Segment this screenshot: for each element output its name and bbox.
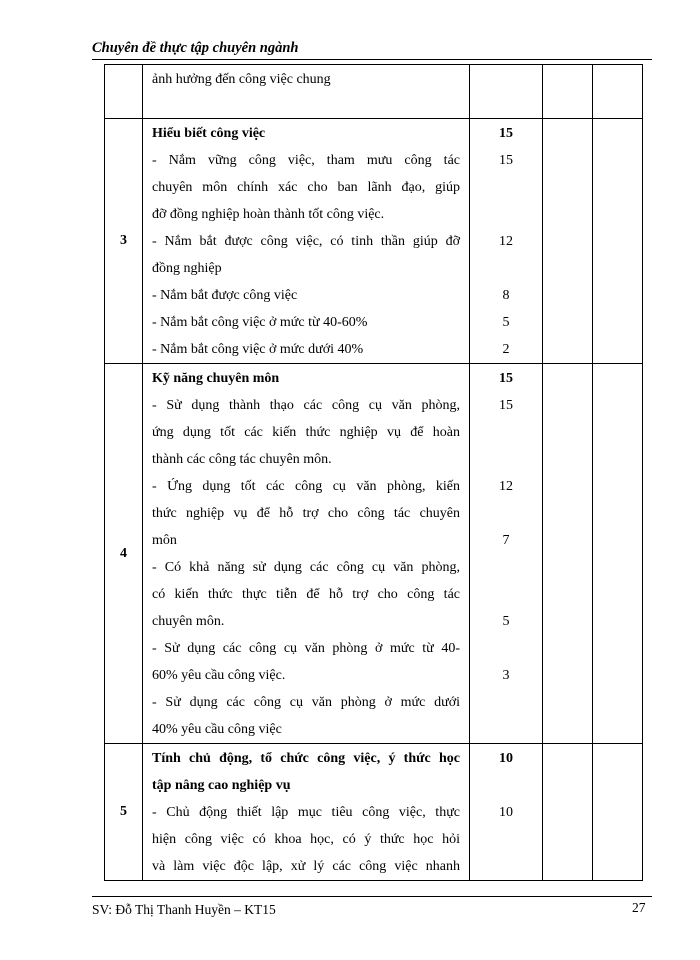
- criteria-text-line: - Có khả năng sử dụng các công cụ văn phòng,: [152, 560, 460, 575]
- manager-assessment-cell: [593, 119, 643, 364]
- score-value: [479, 500, 533, 527]
- criteria-text-line: - Sử dụng thành thạo các công cụ văn phòng,: [152, 398, 460, 413]
- criteria-row: [105, 744, 643, 881]
- criteria-text-line: ứng dụng tốt các kiến thức nghiệp vụ để hoàn: [152, 425, 460, 440]
- score-value: 10: [499, 751, 513, 766]
- score-value: 5: [502, 614, 510, 629]
- score-value: [479, 554, 533, 581]
- criteria-description: [143, 364, 470, 744]
- criteria-row: [105, 119, 643, 364]
- score-value: [479, 716, 533, 743]
- criteria-text-line: - Nắm bắt công việc ở mức từ 40-60%: [152, 315, 368, 330]
- criteria-number: [105, 65, 143, 119]
- self-assessment-cell: [543, 119, 593, 364]
- criteria-number: 5: [105, 744, 143, 881]
- score-value: [479, 66, 533, 93]
- criteria-row: [105, 364, 643, 744]
- criteria-text-line: hiện công việc có khoa học, có ý thức học hỏi: [152, 832, 460, 847]
- score-value: 3: [502, 668, 510, 683]
- page-number: 27: [632, 900, 646, 915]
- score-value: 15: [499, 398, 513, 413]
- max-score-cell: [470, 119, 543, 364]
- self-assessment-cell: [543, 65, 593, 119]
- manager-assessment-cell: [593, 65, 643, 119]
- criteria-text-line: thành các công tác chuyên môn.: [152, 452, 332, 467]
- score-value: [479, 826, 533, 853]
- criteria-text-line: Hiểu biết công việc: [152, 126, 266, 141]
- running-header-title: Chuyên đề thực tập chuyên ngành: [92, 40, 299, 56]
- criteria-description: [143, 65, 470, 119]
- score-value: [479, 853, 533, 880]
- score-value: 12: [499, 479, 513, 494]
- criteria-text-line: chuyên môn.: [152, 614, 225, 629]
- criteria-text-line: môn: [152, 533, 177, 548]
- footer-rule: [92, 896, 652, 897]
- score-value: 5: [502, 315, 510, 330]
- criteria-text-line: - Nắm bắt công việc ở mức dưới 40%: [152, 342, 364, 357]
- score-value: 10: [499, 805, 513, 820]
- criteria-text-line: đỡ đồng nghiệp hoàn thành tốt công việc.: [152, 207, 385, 222]
- criteria-row: [105, 65, 643, 119]
- criteria-text-line: - Ứng dụng tốt các công cụ văn phòng, kiến: [152, 479, 460, 494]
- criteria-text-line: - Sử dụng các công cụ văn phòng ở mức dưới: [152, 695, 460, 710]
- criteria-text-line: thức nghiệp vụ để hỗ trợ cho công tác chuyên: [152, 506, 460, 521]
- criteria-text-line: - Nắm vững công việc, tham mưu công tác: [152, 153, 460, 168]
- criteria-text-line: tập nâng cao nghiệp vụ: [152, 778, 291, 793]
- score-value: 15: [499, 153, 513, 168]
- criteria-text-line: - Nắm bắt được công việc: [152, 288, 298, 303]
- header-rule: [92, 59, 652, 60]
- criteria-text-line: 40% yêu cầu công việc: [152, 722, 282, 737]
- criteria-text-line: - Chủ động thiết lập mục tiêu công việc, thực: [152, 805, 460, 820]
- criteria-text-line: đồng nghiệp: [152, 261, 222, 276]
- score-value: 2: [502, 342, 510, 357]
- criteria-text-line: - Nắm bắt được công việc, có tinh thần giúp đỡ: [152, 234, 460, 249]
- criteria-text-line: Kỹ năng chuyên môn: [152, 371, 280, 386]
- self-assessment-cell: [543, 744, 593, 881]
- criteria-number: 3: [105, 119, 143, 364]
- score-value: [479, 581, 533, 608]
- score-value: [479, 201, 533, 228]
- score-value: 8: [502, 288, 510, 303]
- criteria-number: 4: [105, 364, 143, 744]
- max-score-cell: [470, 364, 543, 744]
- footer-student-name: SV: Đỗ Thị Thanh Huyền – KT15: [92, 902, 276, 917]
- score-value: [479, 255, 533, 282]
- criteria-text-line: - Sử dụng các công cụ văn phòng ở mức từ 40-: [152, 641, 460, 656]
- score-value: [479, 635, 533, 662]
- score-value: [479, 419, 533, 446]
- score-value: [479, 689, 533, 716]
- criteria-description: [143, 119, 470, 364]
- criteria-text-line: 60% yêu cầu công việc.: [152, 668, 286, 683]
- criteria-text-line: có kiến thức thực tiễn để hỗ trợ cho công tác: [152, 587, 460, 602]
- self-assessment-cell: [543, 364, 593, 744]
- score-value: [479, 446, 533, 473]
- max-score-cell: [470, 744, 543, 881]
- manager-assessment-cell: [593, 744, 643, 881]
- criteria-description: [143, 744, 470, 881]
- score-value: [479, 772, 533, 799]
- criteria-text-line: ảnh hưởng đến công việc chung: [152, 72, 331, 87]
- max-score-cell: [470, 65, 543, 119]
- criteria-text-line: và làm việc độc lập, xử lý các công việc nhanh: [152, 859, 460, 874]
- score-value: 7: [502, 533, 510, 548]
- criteria-text-line: chuyên môn chính xác cho ban lãnh đạo, giúp: [152, 180, 460, 195]
- criteria-text-line: Tính chủ động, tổ chức công việc, ý thức học: [152, 751, 460, 766]
- score-value: 15: [499, 126, 513, 141]
- manager-assessment-cell: [593, 364, 643, 744]
- score-value: 15: [499, 371, 513, 386]
- evaluation-criteria-table: [104, 64, 643, 881]
- score-value: [479, 174, 533, 201]
- score-value: 12: [499, 234, 513, 249]
